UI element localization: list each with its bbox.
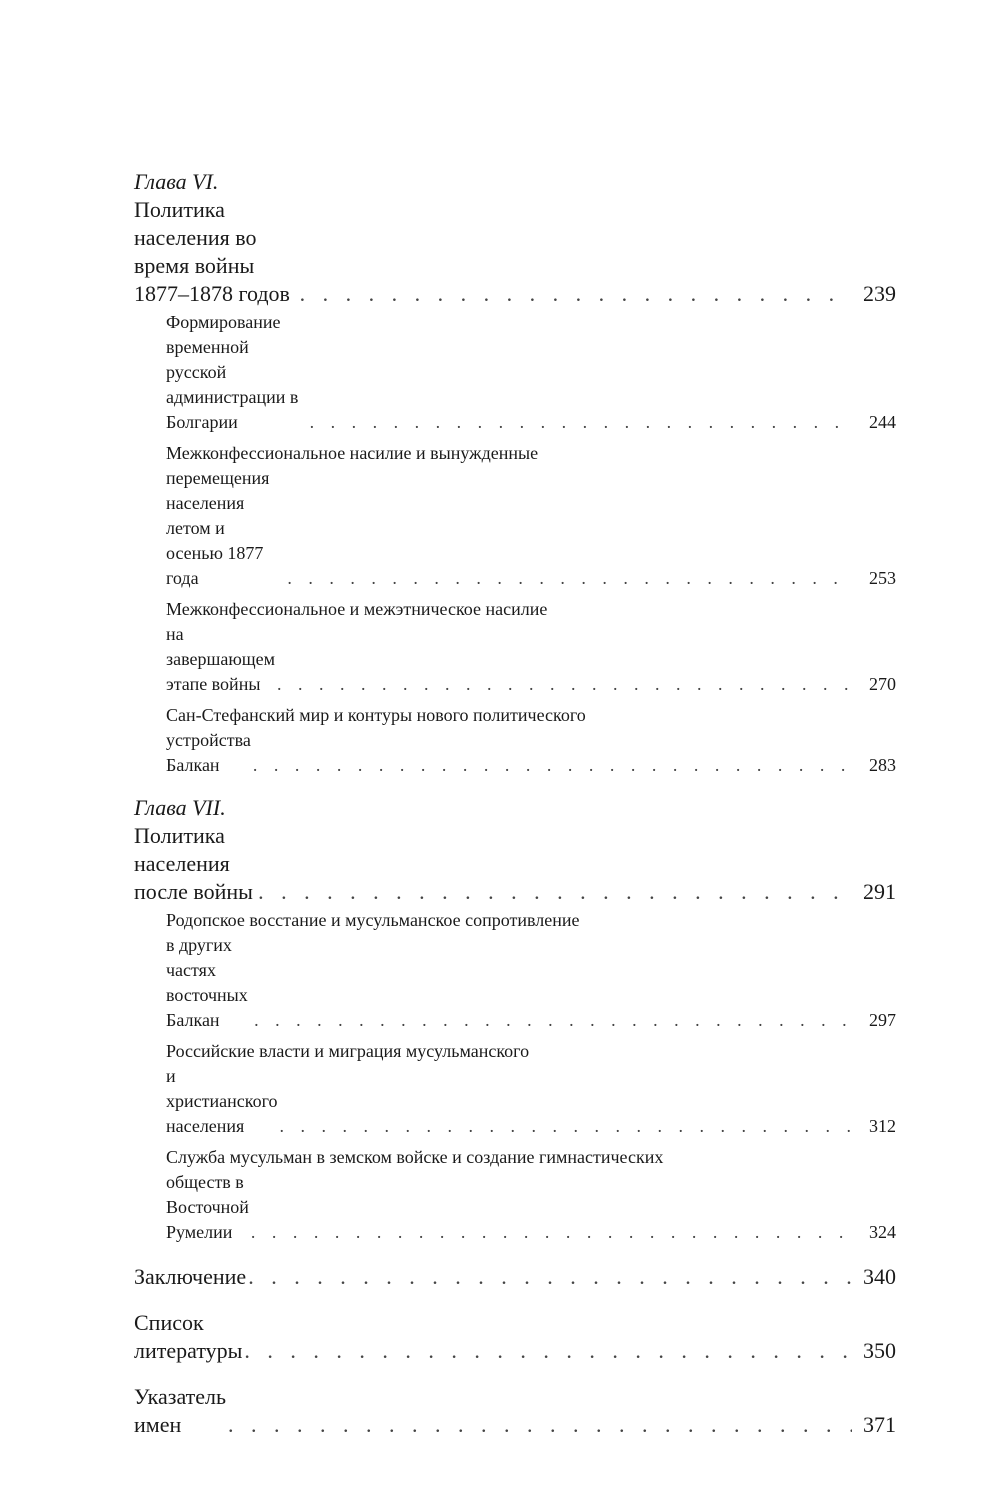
- toc-section[interactable]: [134, 441, 896, 591]
- dot-leader: [251, 1220, 852, 1245]
- section-title-line-1: Сан-Стефанский мир и контуры нового политического: [166, 705, 586, 725]
- toc-chapter-6[interactable]: [134, 168, 896, 308]
- section-title-line-1: Межконфессиональное и межэтническое насилие: [166, 599, 548, 619]
- dot-leader: [280, 1114, 853, 1139]
- dot-leader: [253, 753, 852, 778]
- section-title-line-2: устройства Балкан: [166, 730, 251, 775]
- section-title-line-2: и христианского населения: [166, 1066, 278, 1136]
- chapter-label: Глава VII.: [134, 795, 226, 820]
- page-number: 253: [869, 568, 896, 588]
- section-title-line-1: Служба мусульман в земском войске и создание гимнастических: [166, 1147, 664, 1167]
- page-number: 340: [863, 1264, 896, 1289]
- toc-section[interactable]: [134, 1145, 896, 1245]
- entry-title: Список литературы: [134, 1310, 243, 1363]
- toc-bibliography[interactable]: [134, 1309, 896, 1365]
- toc-section[interactable]: [134, 703, 896, 778]
- section-title-line-2: обществ в Восточной Румелии: [166, 1172, 249, 1242]
- dot-leader: [300, 280, 852, 308]
- toc-chapter-7[interactable]: [134, 794, 896, 906]
- toc-section[interactable]: [134, 310, 896, 435]
- section-title-line-1: Российские власти и миграция мусульманского: [166, 1041, 530, 1061]
- page-number: 312: [869, 1116, 896, 1136]
- section-title-line-2: перемещения населения летом и осенью 1877 года: [166, 468, 270, 588]
- dot-leader: [244, 1337, 852, 1365]
- toc-section[interactable]: [134, 597, 896, 697]
- section-title-line-2: в других частях восточных Балкан: [166, 935, 248, 1030]
- toc-name-index[interactable]: [134, 1383, 896, 1439]
- page-number: 297: [869, 1010, 896, 1030]
- section-title-line-1: Родопское восстание и мусульманское сопротивление: [166, 910, 580, 930]
- section-title-line-1: Межконфессиональное насилие и вынужденные: [166, 443, 539, 463]
- page-number: 244: [869, 412, 896, 432]
- dot-leader: [254, 1008, 852, 1033]
- chapter-title: Политика населения во время войны 1877–1878 годов: [134, 197, 290, 306]
- entry-title: Указатель имен: [134, 1384, 227, 1437]
- toc-section[interactable]: [134, 1039, 896, 1139]
- page-number: 324: [869, 1222, 896, 1242]
- toc-conclusion[interactable]: [134, 1263, 896, 1291]
- dot-leader: [287, 566, 852, 591]
- page-number: 371: [863, 1412, 896, 1437]
- chapter-title: Политика населения после войны: [134, 823, 253, 904]
- page-number: 291: [863, 879, 896, 904]
- table-of-contents: [134, 168, 896, 1439]
- dot-leader: [258, 878, 852, 906]
- dot-leader: [277, 672, 852, 697]
- page-number: 350: [863, 1338, 896, 1363]
- entry-title: Заключение: [134, 1264, 247, 1289]
- dot-leader: [248, 1263, 852, 1291]
- dot-leader: [228, 1411, 852, 1439]
- dot-leader: [310, 410, 852, 435]
- page-number: 239: [863, 281, 896, 306]
- toc-section[interactable]: [134, 908, 896, 1033]
- page-number: 270: [869, 674, 896, 694]
- section-title-line-2: на завершающем этапе войны: [166, 624, 276, 694]
- chapter-label: Глава VI.: [134, 169, 219, 194]
- section-title: Формирование временной русской администрации в Болгарии: [166, 312, 299, 432]
- page-number: 283: [869, 755, 896, 775]
